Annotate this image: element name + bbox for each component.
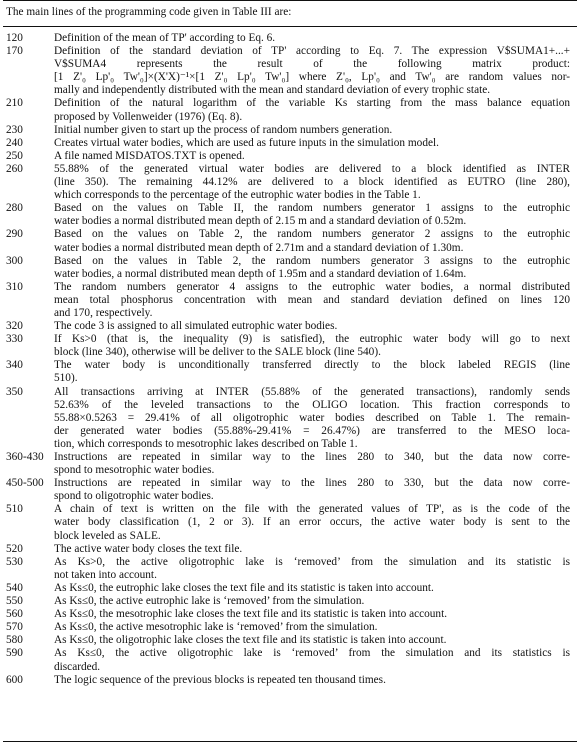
line-description [54,202,570,228]
table-row [6,228,570,254]
table-row [6,595,570,608]
line-description [54,150,570,163]
line-number: 350 [6,385,23,398]
line-number: 340 [6,359,23,372]
description-line: water body classification (1, 2 or 3). If an error occurs, the active water body is sent to the [54,516,570,529]
line-description [54,163,570,202]
table-row [6,255,570,281]
description-line: 510). [54,372,78,385]
table-row [6,503,570,542]
description-line: and 170, respectively. [54,306,153,319]
line-description [54,97,570,123]
line-description [54,477,570,503]
top-rule [3,0,577,1]
description-line: block leveled as SALE. [54,529,161,542]
line-number: 230 [6,123,23,136]
line-description [54,647,570,673]
line-description [54,137,570,150]
description-line: proposed by Vollenweider (1976) (Eq. 8). [54,110,243,123]
line-description [54,255,570,281]
table-row [6,556,570,582]
table-row [6,477,570,503]
description-line: Definition of the mean of TP' according to Eq. 6. [54,32,276,44]
line-number: 280 [6,202,23,215]
table-row [6,163,570,202]
description-line: not taken into account. [54,568,157,581]
line-description [54,543,570,556]
line-description [54,386,570,451]
description-line: mean total phosphorus concentration with mean and standard deviation defined on lines 120 [54,293,570,306]
table-row [6,386,570,451]
table-row [6,359,570,385]
description-line: As Ks≤0, the oligotrophic lake closes the text file and its statistic is taken into account. [54,634,447,647]
line-description [54,32,570,45]
description-line: (line 350). The remaining 44.12% are delivered to a block identified as EUTRO (line 280), [54,176,570,189]
line-description [54,674,570,687]
description-line: As Ks≤0, the active mesotrophic lake is ‘removed’ from the simulation. [54,621,378,634]
line-description [54,503,570,542]
line-number: 520 [6,542,23,555]
table-row [6,137,570,150]
line-number: 310 [6,280,23,293]
description-line: water bodies, a normal distributed mean depth of 1.95m and a standard deviation of 1.64m. [54,267,467,280]
description-line: As Ks≤0, the active oligotrophic lake is ‘removed’ from the simulation and its statistics is [54,647,570,660]
line-description [54,359,570,385]
table-row [6,97,570,123]
description-line: Instructions are repeated in similar way to the lines 280 to 340, but the data now corre- [54,451,570,463]
line-number: 540 [6,581,23,594]
description-line: water bodies a normal distributed mean depth of 2.71m and a standard deviation of 1.30m. [54,241,464,254]
table-row [6,281,570,320]
line-description [54,595,570,608]
line-number: 210 [6,97,23,110]
table-row [6,608,570,621]
description-line: Definition of the standard deviation of TP' according to Eq. 7. The expression V$SUMA1+...+ [54,45,570,58]
description-line: Definition of the natural logarithm of the variable Ks starting from the mass balance equation [54,97,570,110]
description-line: discarded. [54,660,101,673]
description-line: Based on the values in Table 2, the random numbers generator 3 assigns to the eutrophic [54,254,570,267]
line-description [54,608,570,621]
table-row [6,320,570,333]
description-line: spond to mesotrophic water bodies. [54,464,215,477]
line-description [54,124,570,137]
description-line: A file named MISDATOS.TXT is opened. [54,149,245,162]
description-line: Creates virtual water bodies, which are used as future inputs in the simulation model. [54,136,439,149]
line-number: 300 [6,254,23,267]
description-line: As Ks≤0, the active eutrophic lake is ‘removed’ from the simulation. [54,595,365,608]
line-number: 590 [6,647,23,660]
description-line: Based on the values on Table 2, the random numbers generator 2 assigns to the eutrophic [54,228,570,241]
line-description [54,281,570,320]
line-description [54,621,570,634]
line-description [54,451,570,477]
table-row [6,582,570,595]
description-line: 55.88×0.5263 = 29.41% of all oligotrophic water bodies described on Table 1. The remain- [54,411,570,424]
line-description [54,320,570,333]
line-number: 120 [6,32,23,44]
description-line: The water body is unconditionally transferred directly to the block labeled REGIS (line [54,359,570,372]
description-line: [1 Z'₀ Lp'₀ Tw'₀]×(X'X)⁻¹×[1 Z'₀ Lp'₀ Tw'₀] where Z'₀, Lp'₀ and Tw'₀ are random values nor- [54,71,570,84]
description-line: Initial number given to start up the process of random numbers generation. [54,123,393,136]
description-line: which corresponds to the percentage of the eutrophic water bodies in the Table 1. [54,189,421,202]
header-rule [3,26,577,27]
description-line: 55.88% of the generated virtual water bodies are delivered to a block identified as INTER [54,162,570,175]
description-line: Based on the values on Table II, the random numbers generator 1 assigns to the eutrophic [54,202,570,215]
description-line: block (line 340), otherwise will be deliver to the SALE block (line 540). [54,346,381,359]
description-line: All transactions arriving at INTER (55.88% of the generated transactions), randomly sends [54,385,570,398]
description-line: tion, which corresponds to mesotrophic lakes described on Table 1. [54,437,358,450]
line-number: 450-500 [6,477,44,490]
table-row [6,202,570,228]
table-row [6,674,570,687]
description-line: The random numbers generator 4 assigns to the eutrophic water bodies, a normal distributed [54,280,570,293]
line-description [54,228,570,254]
line-description [54,634,570,647]
line-number: 290 [6,228,23,241]
line-number: 570 [6,621,23,634]
table-row [6,647,570,673]
table-intro: The main lines of the programming code given in Table III are: [6,6,292,18]
description-line: As Ks≤0, the mesotrophic lake closes the text file and its statistic is taken into account. [54,608,448,621]
description-line: mally and independently distributed with the mean and standard deviation of every trophic state. [54,84,491,97]
line-description [54,582,570,595]
description-line: water bodies a normal distributed mean depth of 2.15 m and a standard deviation of 0.52m. [54,215,467,228]
line-number: 330 [6,333,23,346]
line-number: 240 [6,136,23,149]
table-row [6,150,570,163]
description-line: spond to oligotrophic water bodies. [54,490,214,503]
line-number: 580 [6,634,23,647]
line-description [54,333,570,359]
table-row [6,634,570,647]
line-number: 170 [6,45,23,58]
line-number: 600 [6,673,23,686]
table-row [6,333,570,359]
bottom-rule [3,741,577,742]
line-number: 250 [6,149,23,162]
description-line: The active water body closes the text file. [54,542,243,555]
line-number: 360-430 [6,451,44,463]
line-number: 320 [6,320,23,333]
table-row [6,543,570,556]
line-number: 510 [6,503,23,516]
description-line: A chain of text is written on the file with the generated values of TP', as is the code of the [54,503,570,516]
table-row [6,451,570,477]
line-description [54,556,570,582]
line-description [54,45,570,97]
description-line: V$SUMA4 represents the result of the following matrix product: [54,58,570,71]
description-line: Instructions are repeated in similar way to the lines 280 to 330, but the data now corre- [54,477,570,490]
description-line: As Ks≤0, the eutrophic lake closes the text file and its statistic is taken into account. [54,581,434,594]
code-description-list [6,32,570,687]
description-line: As Ks>0, the active oligotrophic lake is ‘removed’ from the simulation and its statistic is [54,555,570,568]
line-number: 560 [6,608,23,621]
line-number: 260 [6,162,23,175]
description-line: der generated water bodies (55.88%-29.41% = 26.47%) are transferred to the MESO loca- [54,424,570,437]
description-line: The logic sequence of the previous blocks is repeated ten thousand times. [54,673,386,686]
table-row [6,32,570,45]
description-line: The code 3 is assigned to all simulated eutrophic water bodies. [54,320,338,333]
table-row [6,621,570,634]
table-row [6,45,570,97]
line-number: 550 [6,595,23,608]
table-row [6,124,570,137]
description-line: If Ks>0 (that is, the inequality (9) is satisfied), the eutrophic water body will go to next [54,333,570,346]
line-number: 530 [6,555,23,568]
description-line: 52.63% of the leveled transactions to the OLIGO location. This fraction corresponds to [54,398,570,411]
